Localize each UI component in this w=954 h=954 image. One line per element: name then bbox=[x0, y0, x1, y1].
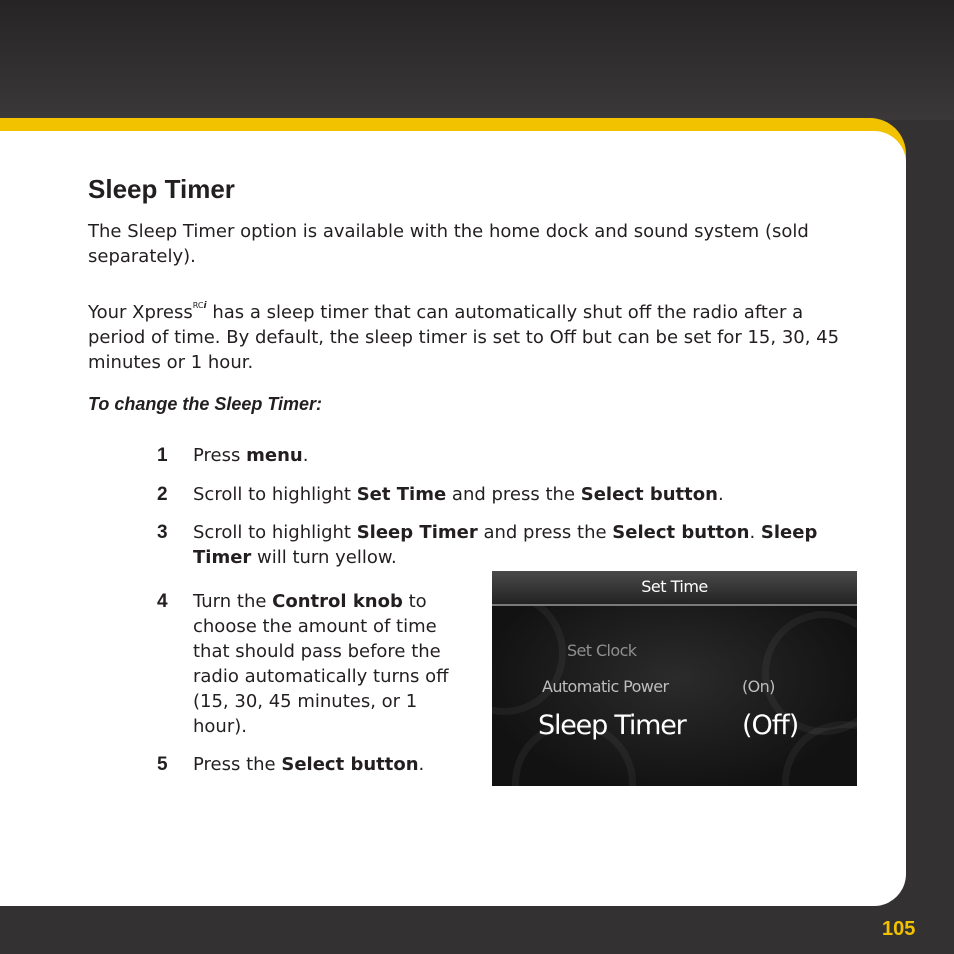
intro-paragraph-2 bbox=[88, 293, 858, 375]
step-text: Scroll to highlight Set Time and press the Select button. bbox=[193, 484, 724, 505]
watermark-logo bbox=[492, 591, 566, 715]
intro-text-after: has a sleep timer that can automatically shut off the radio after a period of time. By default, the sleep timer is set to Off but can be set for 15, 30, 45 minutes or 1 hour. bbox=[88, 302, 840, 373]
step-text: Scroll to highlight Sleep Timer and press the Select button. Sleep Timer will turn yellow. bbox=[193, 522, 818, 568]
radio-screen-image bbox=[492, 571, 857, 786]
step-text: Press menu. bbox=[193, 445, 309, 466]
page-number: 105 bbox=[882, 918, 916, 940]
menu-item-automatic-power: Automatic Power bbox=[542, 677, 669, 696]
step-number: 1 bbox=[157, 445, 168, 466]
page-title: Sleep Timer bbox=[88, 174, 235, 204]
step-number: 2 bbox=[157, 484, 168, 505]
step-text: Press the Select button. bbox=[193, 754, 425, 775]
menu-item-sleep-timer: Sleep Timer bbox=[538, 710, 686, 741]
intro-text-before: Your Xpress bbox=[88, 302, 193, 323]
step-number: 3 bbox=[157, 522, 168, 543]
menu-item-sleep-timer-value: (Off) bbox=[742, 710, 799, 741]
model-superscript: RCi bbox=[192, 301, 207, 311]
step-text: Turn the Control knob to choose the amount of time that should pass before the radio automatically turns off (15, 30, 45 minutes, or 1 hour). bbox=[193, 591, 449, 737]
top-background bbox=[0, 0, 954, 120]
procedure-heading: To change the Sleep Timer: bbox=[88, 394, 323, 414]
menu-item-automatic-power-value: (On) bbox=[742, 677, 775, 696]
step-number: 5 bbox=[157, 754, 168, 775]
intro-paragraph-1: The Sleep Timer option is available with the home dock and sound system (sold separately). bbox=[88, 221, 809, 267]
menu-item-set-clock: Set Clock bbox=[567, 641, 637, 660]
step-number: 4 bbox=[157, 591, 168, 612]
screen-header-title: Set Time bbox=[641, 577, 708, 596]
